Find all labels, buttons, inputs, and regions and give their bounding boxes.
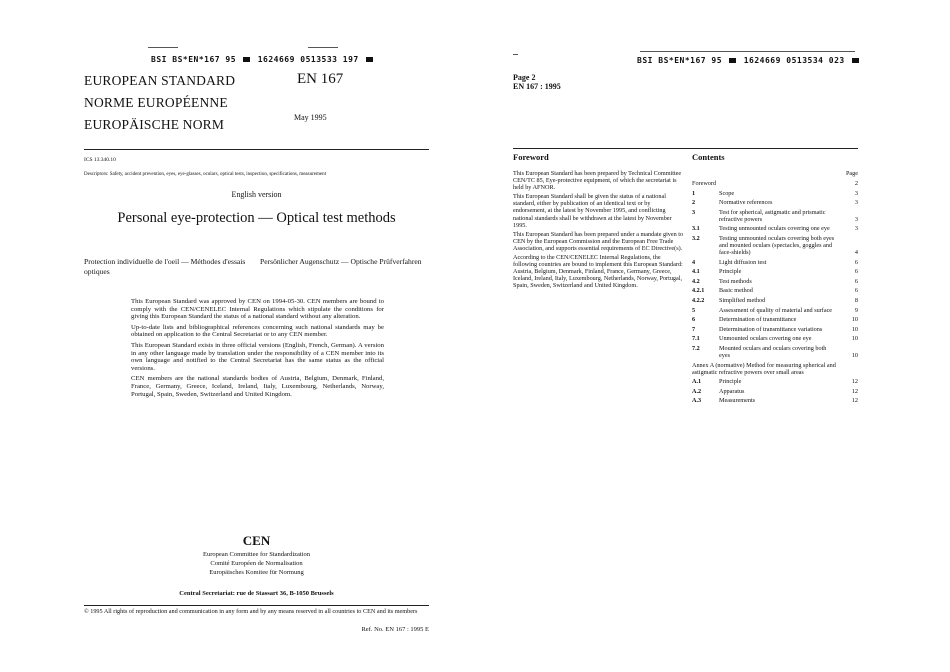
standard-name-de: EUROPÄISCHE NORM bbox=[84, 117, 225, 132]
toc-entry bbox=[692, 397, 858, 404]
toc-entry-page: 4 bbox=[854, 248, 858, 256]
divider bbox=[84, 149, 429, 150]
issue-date: May 1995 bbox=[294, 113, 327, 122]
standard-name-list bbox=[84, 70, 235, 136]
cen-name-fr: Comité Européen de Normalisation bbox=[210, 560, 303, 567]
en-number: EN 167 bbox=[297, 71, 344, 87]
standard-name-en: EUROPEAN STANDARD bbox=[84, 73, 236, 88]
table-of-contents bbox=[692, 170, 858, 407]
toc-entry bbox=[692, 278, 858, 285]
toc-entry-page: 10 bbox=[851, 316, 858, 324]
toc-entry-label: Principle bbox=[719, 378, 742, 386]
toc-entry-label: Scope bbox=[719, 189, 735, 197]
barcode-block-icon bbox=[852, 58, 859, 63]
toc-entry bbox=[692, 316, 858, 323]
contents-heading: Contents bbox=[692, 152, 725, 162]
toc-entry-label: Testing unmounted oculars covering one eye bbox=[719, 225, 830, 233]
page-header bbox=[513, 73, 561, 91]
toc-entry-number: A.1 bbox=[692, 378, 702, 386]
approval-paragraph: This European Standard was approved by CEN on 1994-05-30. CEN members are bound to comply with the CEN/CENELEC Internal Regulations which stipulate the conditions for giving this European Standard the status of a national standard without any alteration. bbox=[131, 298, 384, 321]
toc-entry bbox=[692, 225, 858, 232]
toc-entry-page: 6 bbox=[854, 277, 858, 285]
toc-entry-label: Annex A (normative) Method for measuring spherical and astigmatic refractive powers over small areas bbox=[692, 361, 836, 376]
toc-entry-number: 1 bbox=[692, 189, 696, 197]
page-column-header: Page bbox=[845, 170, 858, 177]
header-code bbox=[637, 56, 861, 65]
foreword-paragraph: This European Standard has been prepared under a mandate given to CEN by the European Commission and the European Free Trade Association, and supports essential requirements of EC Directive(s). bbox=[513, 230, 684, 252]
toc-entry-page: 12 bbox=[851, 387, 858, 395]
toc-entry-label: Test methods bbox=[719, 277, 752, 285]
toc-entry bbox=[692, 378, 858, 385]
toc-entry-label: Principle bbox=[719, 268, 742, 276]
toc-entry bbox=[692, 235, 858, 256]
toc-entry-label: Determination of transmittance bbox=[719, 316, 797, 324]
header-tick bbox=[308, 47, 338, 48]
foreword-heading: Foreword bbox=[513, 152, 549, 162]
toc-entry-number: 4.1 bbox=[692, 268, 700, 276]
cen-secretariat: Central Secretariat: rue de Stassart 36, B-1050 Brussels bbox=[179, 590, 334, 597]
toc-entry-page: 10 bbox=[851, 325, 858, 333]
toc-entry-number: 4.2.2 bbox=[692, 296, 705, 304]
header-code-tail: 1624669 0513534 023 bbox=[743, 56, 845, 65]
toc-entry-label: Mounted oculars and oculars covering both eyes bbox=[719, 344, 827, 359]
cen-acronym: CEN bbox=[242, 533, 271, 548]
toc-entry-page: 3 bbox=[854, 199, 858, 207]
header-rule bbox=[640, 51, 855, 52]
toc-entry-label: Testing unmounted oculars covering both eyes and mounted oculars (spectacles, goggles and face-shields) bbox=[719, 234, 835, 256]
toc-entry-page: 6 bbox=[854, 258, 858, 266]
toc-list bbox=[692, 180, 858, 404]
toc-entry-page: 12 bbox=[851, 378, 858, 386]
toc-entry bbox=[692, 345, 858, 359]
foreword-paragraph: This European Standard has been prepared by Technical Committee CEN/TC 85, Eye-protective equipment, of which the secretariat is held by AFNOR. bbox=[513, 170, 682, 192]
descriptors: Descriptors: Safety, accident prevention, eyes, eye-glasses, oculars, optical tests, inspection, specifications, measurement bbox=[84, 172, 326, 177]
barcode-block-icon bbox=[366, 57, 373, 62]
toc-entry-label: Assessment of quality of material and surface bbox=[719, 306, 833, 314]
toc-entry-number: 7 bbox=[692, 325, 696, 333]
toc-entry-number: 2 bbox=[692, 199, 696, 207]
ics-code: ICS 13.340.10 bbox=[84, 157, 116, 163]
toc-entry bbox=[692, 259, 858, 266]
toc-entry-page: 6 bbox=[854, 268, 858, 276]
toc-entry-number: A.2 bbox=[692, 387, 702, 395]
divider bbox=[513, 148, 858, 149]
header-code bbox=[151, 55, 375, 64]
toc-entry-label: Apparatus bbox=[719, 387, 745, 395]
foreword-paragraph: According to the CEN/CENELEC Internal Regulations, the following countries are bound to implement this European Standard: Austria, Belgium, Denmark, Finland, France, Germany, Greece, Iceland, Ireland, Italy, Luxembourg, Netherlands, Norway, Portugal, Spain, Sweden, Switzerland and United Kingdom. bbox=[513, 254, 683, 290]
toc-entry-page: 8 bbox=[854, 296, 858, 304]
toc-entry bbox=[692, 362, 858, 376]
approval-text bbox=[131, 298, 384, 401]
toc-entry bbox=[692, 388, 858, 395]
barcode-block-icon bbox=[243, 57, 250, 62]
divider bbox=[84, 605, 429, 606]
toc-entry bbox=[692, 180, 858, 187]
toc-entry-number: 4.2 bbox=[692, 277, 700, 285]
reference-number: Ref. No. EN 167 : 1995 E bbox=[361, 626, 429, 633]
toc-entry bbox=[692, 209, 858, 223]
cen-name-de: Europäisches Komitee für Normung bbox=[209, 569, 304, 576]
toc-entry-page: 9 bbox=[854, 306, 858, 314]
copyright-notice: © 1995 All rights of reproduction and communication in any form and by any means reserved in all countries to CEN and its members bbox=[84, 608, 418, 615]
toc-entry-page: 3 bbox=[854, 215, 858, 223]
header-code-text: BSI BS*EN*167 95 bbox=[637, 56, 723, 65]
toc-entry-number: 3.1 bbox=[692, 225, 700, 233]
toc-entry-page: 10 bbox=[851, 351, 858, 359]
toc-entry-label: Foreword bbox=[692, 180, 717, 187]
header-code-tail: 1624669 0513533 197 bbox=[257, 55, 359, 64]
toc-entry-number: 4 bbox=[692, 258, 696, 266]
toc-entry bbox=[692, 190, 858, 197]
cen-name-en: European Committee for Standardization bbox=[202, 551, 311, 558]
toc-entry-page: 10 bbox=[851, 335, 858, 343]
toc-entry-label: Unmounted oculars covering one eye bbox=[719, 335, 812, 343]
members-paragraph: CEN members are the national standards bodies of Austria, Belgium, Denmark, Finland, France, Germany, Greece, Iceland, Ireland, Italy, Luxembourg, Netherlands, Norway, Portugal, Spain, Sweden, Switzerland and United Kingdom. bbox=[131, 375, 384, 398]
toc-entry-page: 2 bbox=[854, 180, 858, 187]
toc-entry-label: Basic method bbox=[719, 287, 753, 295]
foreword-text bbox=[513, 170, 685, 292]
toc-entry-number: A.3 bbox=[692, 397, 702, 405]
toc-entry-number: 3.2 bbox=[692, 234, 700, 242]
toc-entry bbox=[692, 297, 858, 304]
toc-entry-page: 6 bbox=[854, 287, 858, 295]
toc-entry-number: 4.2.1 bbox=[692, 287, 705, 295]
toc-entry-label: Simplified method bbox=[719, 296, 766, 304]
cen-names bbox=[84, 550, 429, 577]
title-french: Protection individuelle de l'oeil — Méthodes d'essais optiques bbox=[84, 257, 246, 276]
document-title: Personal eye-protection — Optical test methods bbox=[117, 210, 396, 226]
toc-entry-label: Test for spherical, astigmatic and prismatic refractive powers bbox=[719, 208, 826, 223]
toc-entry-number: 5 bbox=[692, 306, 696, 314]
toc-entry-number: 7.2 bbox=[692, 344, 700, 352]
toc-entry bbox=[692, 335, 858, 342]
toc-entry-page: 3 bbox=[854, 225, 858, 233]
page-sub-label: EN 167 : 1995 bbox=[513, 82, 561, 91]
toc-entry-page: 3 bbox=[854, 189, 858, 197]
toc-entry-label: Light diffusion test bbox=[719, 258, 767, 266]
standard-name-fr: NORME EUROPÉENNE bbox=[84, 95, 228, 110]
versions-paragraph: This European Standard exists in three official versions (English, French, German). A version in any other language made by translation under the responsibility of a CEN member into its own language and notified to the Central Secretariat has the same status as the official versions. bbox=[131, 341, 384, 372]
toc-entry-number: 7.1 bbox=[692, 335, 700, 343]
header-tick bbox=[148, 47, 178, 48]
foreword-paragraph: This European Standard shall be given the status of a national standard, either by publication of an identical text or by endorsement, at the latest by November 1995, and conflicting national standards shall be withdrawn at the latest by November 1995. bbox=[513, 193, 672, 229]
toc-entry-label: Normative references bbox=[719, 199, 773, 207]
toc-entry bbox=[692, 199, 858, 206]
lists-paragraph: Up-to-date lists and bibliographical references concerning such national standards may be obtained on application to the Central Secretariat or to any CEN member. bbox=[131, 323, 384, 339]
toc-entry bbox=[692, 326, 858, 333]
toc-entry bbox=[692, 268, 858, 275]
version-label: English version bbox=[231, 190, 282, 199]
title-german: Persönlicher Augenschutz — Optische Prüfverfahren bbox=[260, 257, 422, 266]
header-code-text: BSI BS*EN*167 95 bbox=[151, 55, 237, 64]
toc-entry-number: 6 bbox=[692, 316, 696, 324]
barcode-block-icon bbox=[729, 58, 736, 63]
page-label: Page 2 bbox=[513, 73, 536, 82]
toc-entry-page: 12 bbox=[851, 397, 858, 405]
toc-entry-number: 3 bbox=[692, 208, 696, 216]
toc-entry-label: Determination of transmittance variations bbox=[719, 325, 823, 333]
header-tick bbox=[513, 54, 518, 55]
toc-entry bbox=[692, 287, 858, 294]
toc-entry-label: Measurements bbox=[719, 397, 756, 405]
toc-entry bbox=[692, 307, 858, 314]
